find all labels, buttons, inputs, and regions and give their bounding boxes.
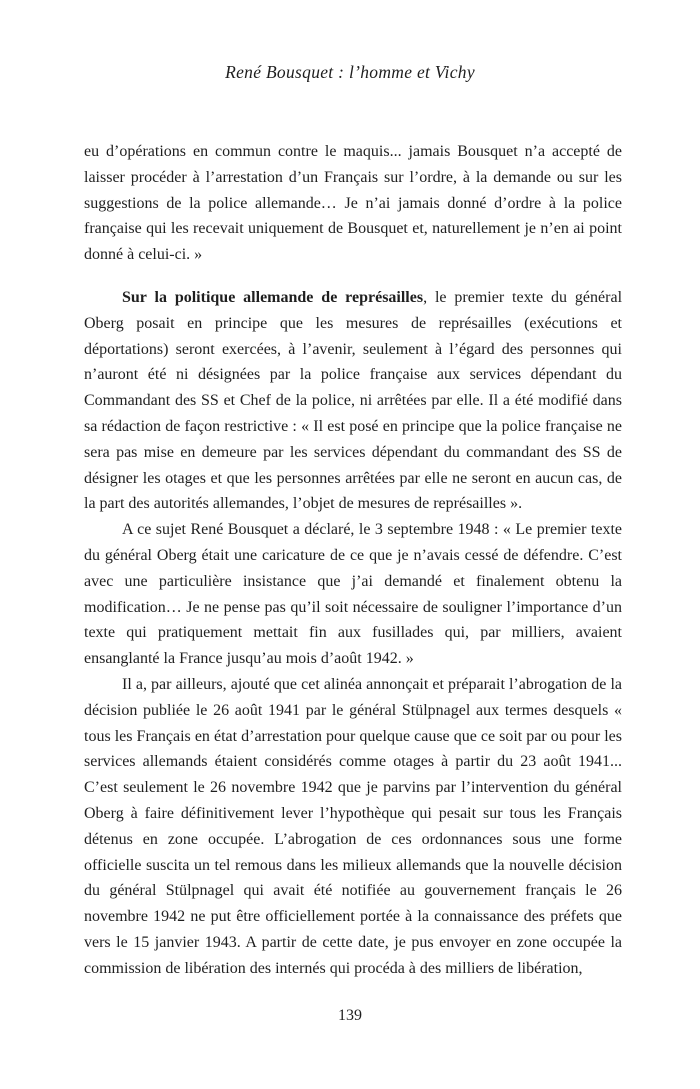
- paragraph-represailles-rest: , le premier texte du général Oberg posait en principe que les mesures de représailles (exécutions et déportations) seront exercées, à l’avenir, seulement à l’égard des personnes qui n’auront été ni désignées par la police française aux services dépendant du Commandant des SS et Chef de la police, ni arrêtées par elle. Il a été modifié dans sa rédaction de façon restrictive : « Il est posé en principe que la police française ne sera pas mise en demeure par les services dépendant du commandant des SS de désigner les otages et que les personnes arrêtées par elle ne seront en aucun cas, de la part des autorités allemandes, l’objet de mesures de représailles ».: [84, 288, 623, 513]
- paragraph-declaration-1948: A ce sujet René Bousquet a déclaré, le 3 septembre 1948 : « Le premier texte du général Oberg était une caricature de ce que je n’avais cessé de défendre. C’est avec une particulière insistance que j’ai demandé et finalement obtenu la modification… Je ne pense pas qu’il soit nécessaire de souligner l’importance d’un texte qui pratiquement mettait fin aux fusillades qui, par milliers, avaient ensanglanté la France jusqu’au mois d’août 1942. »: [84, 521, 622, 668]
- page-number: 139: [338, 1007, 362, 1024]
- paragraph-represailles: [84, 285, 622, 517]
- paragraph-abrogation: Il a, par ailleurs, ajouté que cet alinéa annonçait et préparait l’abrogation de la décision publiée le 26 août 1941 par le général Stülpnagel aux termes desquels « tous les Français en état d’arrestation pour quelque cause que ce soit par ou pour les services allemands étaient considérés comme otages à partir du 23 août 1941... C’est seulement le 26 novembre 1942 que je parvins par l’intervention du général Oberg à faire définitivement lever l’hypothèque qui pesait sur tous les Français détenus en zone occupée. L’abrogation de ces ordonnances sous une forme officielle suscita un tel remous dans les milieux allemands que la nouvelle décision du général Stülpnagel qui avait été notifiée au gouvernement français le 26 novembre 1942 ne put être officiellement portée à la connaissance des préfets que vers le 15 janvier 1943. A partir de cette date, je pus envoyer en zone occupée la commission de libération des internés qui procéda à des milliers de libération,: [84, 675, 622, 977]
- running-header-title: René Bousquet : l’homme et Vichy: [225, 62, 475, 82]
- body-text: [84, 139, 622, 982]
- paragraph-continuation: eu d’opérations en commun contre le maquis... jamais Bousquet n’a accepté de laisser procéder à l’arrestation d’un Français sur l’ordre, à la demande ou sur les suggestions de la police allemande… Je n’ai jamais donné d’ordre à la police française qui les recevait uniquement de Bousquet et, naturellement je n’en ai point donné à celui-ci. »: [84, 143, 622, 264]
- paragraph-bold-lead: Sur la politique allemande de représailles: [122, 288, 424, 306]
